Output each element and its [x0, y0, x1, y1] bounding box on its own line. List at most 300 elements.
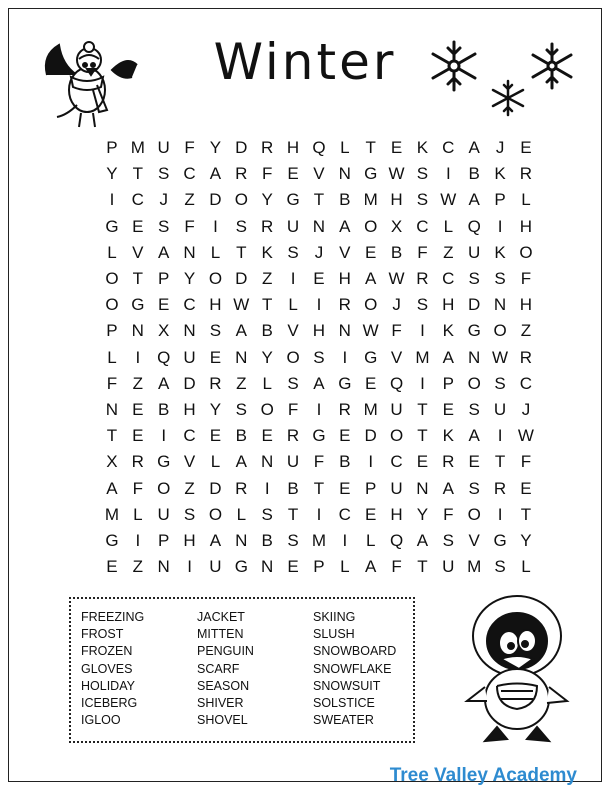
grid-letter: I [264, 478, 270, 498]
grid-letter: R [338, 295, 351, 315]
grid-letter: L [107, 242, 117, 262]
grid-letter: A [158, 242, 170, 262]
grid-letter: C [519, 373, 533, 393]
penguin-in-parka-icon [457, 591, 577, 751]
grid-letter: C [183, 164, 196, 184]
grid-letter: B [468, 164, 480, 184]
grid-letter: Z [443, 242, 454, 262]
grid-letter: G [364, 164, 378, 184]
grid-letter: B [287, 478, 299, 498]
grid-letter: S [287, 373, 299, 393]
grid-row [99, 318, 539, 344]
grid-row [99, 554, 539, 580]
grid-letter: I [316, 295, 322, 315]
grid-letter: E [365, 504, 377, 524]
grid-letter: K [494, 242, 506, 262]
grid-letter: N [235, 530, 248, 550]
grid-letter: S [416, 295, 429, 315]
grid-letter: N [183, 242, 196, 262]
grid-letter: L [210, 242, 221, 262]
grid-letter: O [364, 295, 378, 315]
grid-letter: U [157, 138, 170, 158]
grid-letter: R [519, 347, 533, 367]
grid-letter: L [236, 504, 247, 524]
grid-letter: E [287, 557, 299, 577]
grid-letter: T [132, 164, 143, 184]
grid-letter: E [132, 399, 144, 419]
grid-row [99, 528, 539, 554]
grid-letter: V [339, 242, 351, 262]
grid-letter: G [234, 557, 248, 577]
grid-letter: Y [183, 269, 196, 289]
grid-letter: Y [261, 347, 273, 367]
grid-letter: Q [467, 216, 481, 236]
grid-letter: S [183, 504, 196, 524]
grid-letter: O [467, 504, 481, 524]
grid-letter: Y [209, 138, 222, 158]
grid-letter: H [286, 138, 300, 158]
grid-letter: O [105, 269, 119, 289]
grid-letter: S [261, 504, 273, 524]
grid-row [99, 502, 539, 528]
grid-letter: I [445, 164, 451, 184]
grid-letter: A [365, 557, 377, 577]
snowflake-icon [527, 41, 577, 91]
grid-letter: C [390, 452, 403, 472]
grid-letter: G [338, 373, 352, 393]
grid-letter: C [131, 190, 144, 210]
grid-letter: F [132, 478, 143, 498]
grid-letter: U [390, 399, 403, 419]
grid-letter: G [312, 426, 326, 446]
grid-letter: T [287, 504, 299, 524]
grid-letter: E [158, 295, 170, 315]
grid-letter: S [494, 557, 506, 577]
grid-letter: F [443, 504, 454, 524]
grid-letter: O [389, 426, 404, 446]
grid-letter: B [339, 452, 351, 472]
grid-letter: T [261, 295, 273, 315]
grid-letter: G [286, 190, 300, 210]
grid-letter: O [208, 504, 223, 524]
grid-letter: O [157, 478, 171, 498]
grid-letter: H [312, 321, 326, 341]
grid-letter: S [494, 269, 506, 289]
grid-letter: E [339, 478, 351, 498]
grid-letter: T [520, 504, 532, 524]
grid-letter: C [442, 138, 455, 158]
word-list-item: SKIING [313, 610, 356, 624]
grid-letter: O [493, 321, 507, 341]
grid-letter: U [209, 557, 222, 577]
grid-letter: I [368, 452, 374, 472]
grid-letter: E [365, 242, 377, 262]
grid-letter: J [495, 138, 505, 158]
grid-letter: I [213, 216, 218, 236]
word-list-item: IGLOO [81, 713, 121, 728]
grid-letter: A [339, 216, 351, 236]
grid-letter: W [388, 164, 405, 184]
grid-letter: M [104, 504, 120, 524]
grid-letter: V [468, 530, 480, 550]
grid-letter: T [236, 242, 247, 262]
grid-letter: K [261, 242, 273, 262]
grid-letter: S [416, 190, 429, 210]
grid-letter: O [260, 399, 274, 419]
grid-letter: O [467, 373, 481, 393]
grid-letter: M [467, 557, 482, 577]
word-list-item: SEASON [197, 678, 250, 693]
grid-letter: I [161, 426, 167, 446]
grid-letter: E [468, 452, 480, 472]
grid-letter: V [132, 242, 144, 262]
grid-letter: I [497, 426, 503, 446]
worksheet-page [8, 8, 602, 786]
grid-row [99, 266, 539, 292]
grid-letter: I [497, 216, 503, 236]
grid-letter: N [468, 347, 481, 367]
grid-letter: F [287, 399, 299, 419]
word-list-item: SOLSTICE [313, 695, 375, 710]
grid-letter: Y [261, 190, 273, 210]
grid-letter: B [390, 242, 403, 262]
grid-letter: H [390, 504, 403, 524]
grid-letter: Q [157, 347, 171, 367]
grid-letter: I [135, 347, 141, 367]
grid-letter: G [105, 216, 119, 236]
grid-letter: N [183, 321, 196, 341]
grid-letter: A [442, 347, 454, 367]
word-list-column [81, 609, 144, 729]
page-title: Winter [213, 33, 397, 91]
grid-letter: D [183, 373, 196, 393]
grid-letter: G [493, 530, 507, 550]
grid-letter: T [313, 478, 325, 498]
grid-letter: U [468, 242, 481, 262]
word-list-item: GLOVES [81, 661, 133, 676]
grid-letter: F [106, 373, 118, 393]
grid-letter: H [183, 399, 196, 419]
grid-letter: I [316, 504, 322, 524]
grid-letter: S [468, 478, 480, 498]
grid-letter: I [497, 504, 503, 524]
word-list-item: PENGUIN [197, 644, 254, 659]
grid-letter: T [132, 269, 143, 289]
grid-letter: L [340, 557, 350, 577]
grid-letter: A [106, 478, 118, 498]
grid-letter: F [391, 321, 402, 341]
grid-letter: E [261, 426, 273, 446]
grid-letter: W [517, 426, 534, 446]
grid-row [99, 214, 539, 240]
grid-letter: E [365, 373, 377, 393]
grid-letter: N [235, 347, 248, 367]
word-list-item: ICEBERG [81, 695, 138, 710]
grid-letter: I [420, 373, 425, 393]
grid-letter: R [286, 426, 300, 446]
grid-letter: X [158, 321, 170, 341]
grid-letter: M [415, 347, 430, 367]
grid-letter: P [158, 269, 170, 289]
grid-letter: E [520, 138, 532, 158]
grid-letter: Z [132, 373, 143, 393]
grid-letter: L [288, 295, 298, 315]
word-list-item: SCARF [197, 661, 240, 676]
grid-letter: T [417, 426, 428, 446]
grid-letter: C [442, 269, 455, 289]
grid-letter: T [494, 452, 506, 472]
word-list-box [69, 597, 415, 743]
grid-letter: V [313, 164, 325, 184]
word-list-item: FROZEN [81, 644, 133, 659]
grid-letter: N [157, 557, 170, 577]
grid-letter: S [468, 399, 480, 419]
grid-letter: A [209, 164, 222, 184]
grid-letter: B [261, 321, 273, 341]
grid-letter: A [468, 138, 480, 158]
grid-letter: A [468, 190, 480, 210]
grid-letter: U [493, 399, 507, 419]
grid-letter: B [261, 530, 273, 550]
grid-letter: I [420, 321, 425, 341]
word-list-item: SNOWSUIT [313, 678, 381, 693]
grid-letter: F [520, 452, 532, 472]
grid-letter: P [106, 138, 118, 158]
grid-letter: S [158, 216, 170, 236]
grid-letter: P [158, 530, 170, 550]
grid-letter: Z [184, 190, 195, 210]
grid-letter: P [313, 557, 325, 577]
grid-letter: I [316, 399, 322, 419]
grid-letter: T [417, 557, 428, 577]
grid-letter: C [183, 295, 196, 315]
grid-row [99, 240, 539, 266]
grid-letter: I [135, 530, 141, 550]
grid-letter: M [363, 190, 378, 210]
grid-row [99, 397, 539, 423]
grid-letter: R [442, 452, 455, 472]
grid-letter: E [416, 452, 429, 472]
letter-grid [99, 135, 539, 580]
grid-letter: L [133, 504, 143, 524]
grid-letter: L [521, 557, 531, 577]
grid-letter: J [159, 190, 168, 210]
grid-letter: L [365, 530, 376, 550]
grid-letter: S [416, 164, 429, 184]
grid-letter: U [286, 216, 300, 236]
grid-row [99, 292, 539, 318]
grid-letter: A [235, 452, 247, 472]
grid-letter: H [390, 190, 403, 210]
grid-letter: R [416, 269, 429, 289]
grid-letter: O [364, 216, 378, 236]
grid-letter: I [109, 190, 115, 210]
grid-letter: L [340, 138, 350, 158]
grid-letter: L [262, 373, 272, 393]
grid-letter: E [520, 478, 532, 498]
grid-letter: N [105, 399, 119, 419]
grid-letter: R [235, 164, 248, 184]
grid-letter: H [338, 269, 351, 289]
grid-letter: H [183, 530, 196, 550]
grid-letter: V [287, 321, 299, 341]
grid-letter: P [494, 190, 506, 210]
grid-letter: Z [236, 373, 247, 393]
grid-letter: G [467, 321, 481, 341]
grid-letter: N [261, 557, 274, 577]
grid-letter: J [314, 242, 324, 262]
grid-letter: N [312, 216, 326, 236]
grid-letter: A [365, 269, 377, 289]
grid-letter: R [519, 164, 533, 184]
grid-letter: R [261, 216, 274, 236]
word-list-item: JACKET [197, 610, 245, 624]
grid-letter: W [233, 295, 250, 315]
word-list-item: FREEZING [81, 610, 145, 624]
grid-letter: K [416, 138, 429, 158]
grid-letter: N [493, 295, 507, 315]
grid-letter: N [338, 164, 351, 184]
grid-letter: H [442, 295, 455, 315]
grid-letter: B [158, 399, 170, 419]
grid-letter: Q [389, 373, 404, 393]
grid-letter: J [392, 295, 401, 315]
grid-letter: R [235, 478, 248, 498]
grid-letter: F [313, 452, 325, 472]
word-list-column [313, 609, 396, 729]
grid-letter: M [311, 530, 327, 550]
grid-letter: L [443, 216, 454, 236]
grid-letter: Q [312, 138, 326, 158]
grid-letter: I [342, 530, 348, 550]
grid-letter: E [442, 399, 454, 419]
grid-letter: S [313, 347, 325, 367]
word-list-item: SWEATER [313, 713, 374, 728]
grid-letter: L [107, 347, 117, 367]
word-list-item: MITTEN [197, 627, 244, 642]
grid-letter: U [390, 478, 403, 498]
grid-letter: R [261, 138, 274, 158]
grid-letter: O [519, 242, 533, 262]
grid-letter: W [440, 190, 457, 210]
grid-letter: C [338, 504, 351, 524]
grid-letter: Z [132, 557, 143, 577]
grid-letter: W [388, 269, 405, 289]
grid-letter: W [492, 347, 509, 367]
grid-letter: F [391, 557, 402, 577]
grid-letter: T [313, 190, 325, 210]
grid-letter: D [364, 426, 377, 446]
grid-letter: L [521, 190, 531, 210]
grid-letter: T [106, 426, 118, 446]
grid-letter: A [235, 321, 247, 341]
grid-letter: M [363, 399, 378, 419]
grid-letter: F [417, 242, 428, 262]
grid-letter: Q [389, 530, 404, 550]
grid-letter: Z [261, 269, 273, 289]
grid-letter: S [158, 164, 170, 184]
grid-letter: C [183, 426, 196, 446]
grid-letter: Y [416, 504, 429, 524]
grid-letter: D [235, 138, 248, 158]
grid-letter: E [132, 216, 144, 236]
grid-letter: S [287, 242, 299, 262]
grid-row [99, 187, 539, 213]
grid-letter: O [208, 269, 223, 289]
grid-letter: A [416, 530, 429, 550]
grid-letter: S [468, 269, 480, 289]
grid-letter: F [184, 216, 195, 236]
grid-letter: K [442, 321, 454, 341]
grid-letter: O [286, 347, 300, 367]
word-list-item: FROST [81, 627, 124, 642]
grid-letter: A [468, 426, 480, 446]
grid-letter: O [234, 190, 248, 210]
grid-letter: E [390, 138, 403, 158]
grid-letter: B [339, 190, 351, 210]
grid-letter: Z [184, 478, 195, 498]
grid-letter: P [365, 478, 377, 498]
grid-letter: N [416, 478, 429, 498]
grid-row [99, 135, 539, 161]
grid-letter: L [210, 452, 221, 472]
grid-row [99, 449, 539, 475]
grid-letter: H [519, 216, 533, 236]
grid-letter: D [209, 478, 222, 498]
grid-letter: N [261, 452, 274, 472]
word-list-item: SHIVER [197, 695, 244, 710]
grid-letter: K [494, 164, 506, 184]
grid-row [99, 345, 539, 371]
grid-letter: U [183, 347, 196, 367]
grid-letter: S [209, 321, 222, 341]
grid-letter: S [235, 216, 247, 236]
grid-letter: C [416, 216, 429, 236]
grid-letter: R [131, 452, 144, 472]
grid-letter: F [261, 164, 273, 184]
grid-letter: E [209, 426, 222, 446]
grid-letter: G [364, 347, 378, 367]
grid-letter: A [313, 373, 325, 393]
grid-letter: E [106, 557, 118, 577]
grid-letter: T [365, 138, 376, 158]
grid-letter: E [209, 347, 222, 367]
grid-letter: I [187, 557, 192, 577]
grid-letter: U [442, 557, 455, 577]
grid-letter: G [105, 530, 119, 550]
grid-letter: P [106, 321, 118, 341]
grid-letter: K [442, 426, 454, 446]
grid-letter: D [235, 269, 248, 289]
grid-letter: I [342, 347, 348, 367]
word-list-column [197, 609, 254, 729]
grid-letter: H [519, 295, 533, 315]
grid-row [99, 371, 539, 397]
grid-letter: T [417, 399, 428, 419]
grid-letter: F [184, 138, 195, 158]
grid-letter: A [442, 478, 454, 498]
grid-letter: X [106, 452, 118, 472]
word-list-item: SHOVEL [197, 713, 248, 728]
grid-letter: Z [520, 321, 532, 341]
grid-letter: H [209, 295, 222, 315]
grid-letter: E [339, 426, 351, 446]
grid-letter: S [287, 530, 299, 550]
grid-letter: U [286, 452, 300, 472]
grid-letter: R [493, 478, 507, 498]
grid-letter: A [158, 373, 170, 393]
word-list-item: HOLIDAY [81, 678, 135, 693]
